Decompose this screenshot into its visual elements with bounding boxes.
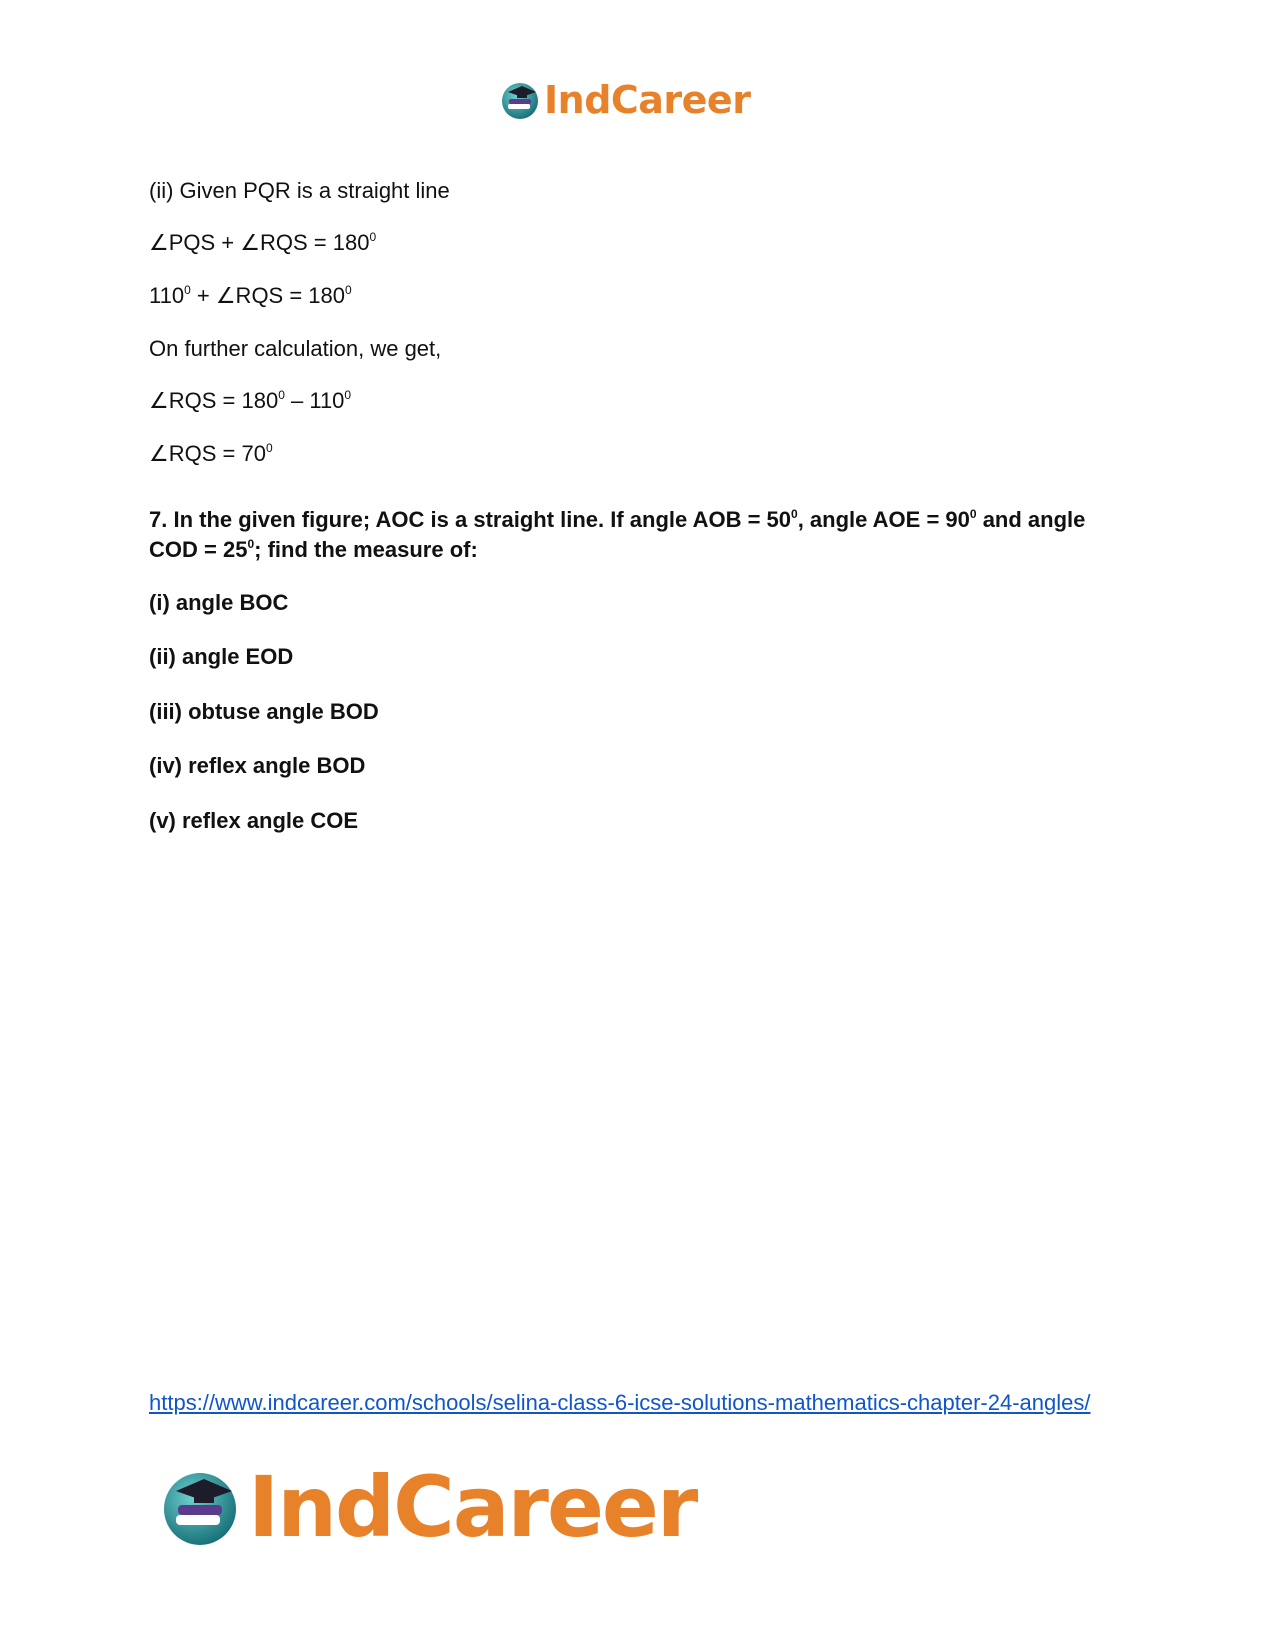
equation-line: ∠PQS + ∠RQS = $180^0$: [149, 230, 377, 255]
source-link[interactable]: https://www.indcareer.com/schools/selina-class-6-icse-solutions-mathematics-chapter-24-angles/: [149, 1390, 1091, 1415]
footer-logo: [160, 1458, 696, 1556]
equation-line: ∠RQS = $180^0 - 110^0$: [149, 388, 352, 413]
header-brand-text: IndCareer: [544, 78, 751, 122]
question-part: (iv) reflex angle BOD: [149, 753, 366, 778]
question-part: (v) reflex angle COE: [149, 808, 359, 833]
question-7: 7. In the given figure; AOC is a straight line. If angle AOB = $50^0$, angle AOE = $90^0$ and angle COD = $25^0$; find the measure of:: [149, 507, 1086, 562]
question-part: (iii) obtuse angle BOD: [149, 699, 379, 724]
footer-brand-text: IndCareer: [248, 1458, 697, 1556]
graduation-cap-books-globe-icon: [500, 80, 540, 120]
question-part: (i) angle BOC: [149, 590, 289, 615]
graduation-cap-books-globe-icon: [160, 1467, 240, 1547]
header-logo: [500, 78, 750, 122]
text-line: On further calculation, we get,: [149, 336, 442, 361]
text-line: (ii) Given PQR is a straight line: [149, 178, 450, 203]
question-part: (ii) angle EOD: [149, 644, 294, 669]
equation-line: ∠RQS = $70^0$: [149, 441, 273, 466]
equation-line: $110^0$ + ∠RQS = $180^0$: [149, 283, 352, 308]
